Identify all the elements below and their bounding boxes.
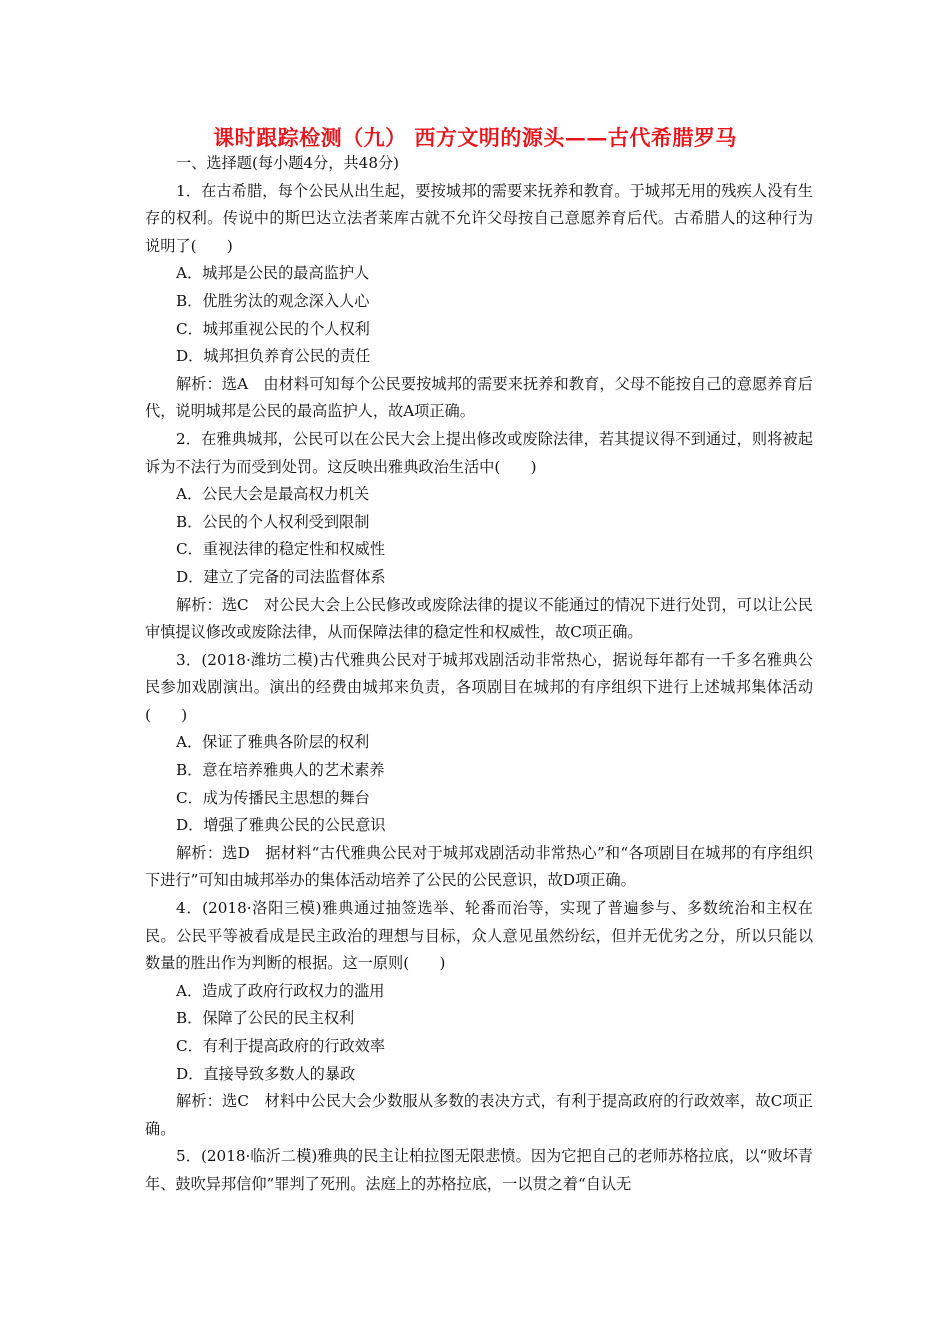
page-title: 课时跟踪检测（九） 西方文明的源头——古代希腊罗马: [213, 125, 737, 150]
question-3: [145, 647, 813, 895]
option-b: B．优胜劣汰的观念深入人心: [176, 291, 370, 310]
question-1: [145, 178, 813, 426]
question-5: [145, 1143, 813, 1198]
analysis: 解析：选A 由材料可知每个公民要按城邦的需要来抚养和教育，父母不能按自己的意愿养育后代，说明城邦是公民的最高监护人，故A项正确。: [145, 374, 813, 421]
option-c: C．城邦重视公民的个人权利: [176, 319, 370, 338]
document-body: [145, 150, 813, 1199]
question-stem: 5．(2018·临沂二模)雅典的民主让柏拉图无限悲愤。因为它把自己的老师苏格拉底，以“败坏青年、鼓吹异邦信仰”罪判了死刑。法庭上的苏格拉底，一以贯之着“自认无: [145, 1147, 813, 1193]
option-b: B．公民的个人权利受到限制: [176, 512, 370, 531]
question-4: [145, 895, 813, 1143]
question-2: [145, 426, 813, 647]
analysis: 解析：选C 对公民大会上公民修改或废除法律的提议不能通过的情况下进行处罚，可以让公民审慎提议修改或废除法律，从而保障法律的稳定性和权威性，故C项正确。: [145, 595, 813, 642]
section-heading: 一、选择题(每小题4分，共48分): [176, 154, 400, 172]
option-d: D．城邦担负养育公民的责任: [176, 347, 371, 366]
option-c: C．成为传播民主思想的舞台: [176, 788, 370, 807]
option-d: D．增强了雅典公民的公民意识: [176, 816, 386, 835]
option-c: C．重视法律的稳定性和权威性: [176, 540, 386, 559]
option-c: C．有利于提高政府的行政效率: [176, 1037, 386, 1055]
option-b: B．保障了公民的民主权利: [176, 1009, 355, 1028]
option-a: A．城邦是公民的最高监护人: [176, 264, 370, 283]
option-d: D．直接导致多数人的暴政: [176, 1064, 356, 1083]
question-stem: 1．在古希腊，每个公民从出生起，要按城邦的需要来抚养和教育。于城邦无用的残疾人没有生存的权利。传说中的斯巴达立法者莱库古就不允许父母按自己意愿养育后代。古希腊人的这种行为说明了( ): [145, 181, 813, 255]
question-stem: 3．(2018·潍坊二模)古代雅典公民对于城邦戏剧活动非常热心，据说每年都有一千多名雅典公民参加戏剧演出。演出的经费由城邦来负责，各项剧目在城邦的有序组织下进行上述城邦集体活动( ): [145, 650, 813, 724]
option-a: A．造成了政府行政权力的滥用: [176, 981, 385, 1000]
option-b: B．意在培养雅典人的艺术素养: [176, 761, 385, 780]
analysis: 解析：选D 据材料“古代雅典公民对于城邦戏剧活动非常热心”和“各项剧目在城邦的有序组织下进行”可知由城邦举办的集体活动培养了公民的公民意识，故D项正确。: [145, 843, 813, 890]
question-stem: 2．在雅典城邦，公民可以在公民大会上提出修改或废除法律，若其提议得不到通过，则将被起诉为不法行为而受到处罚。这反映出雅典政治生活中( ): [145, 429, 813, 476]
analysis: 解析：选C 材料中公民大会少数服从多数的表决方式，有利于提高政府的行政效率，故C项正确。: [145, 1092, 813, 1138]
option-a: A．公民大会是最高权力机关: [176, 485, 370, 504]
question-stem: 4．(2018·洛阳三模)雅典通过抽签选举、轮番而治等，实现了普遍参与、多数统治和主权在民。公民平等被看成是民主政治的理想与目标，众人意见虽然纷纭，但并无优劣之分，所以只能以数量的胜出作为判断的根据。这一原则( ): [145, 899, 813, 973]
option-d: D．建立了完备的司法监督体系: [176, 567, 386, 586]
option-a: A．保证了雅典各阶层的权利: [176, 733, 370, 752]
